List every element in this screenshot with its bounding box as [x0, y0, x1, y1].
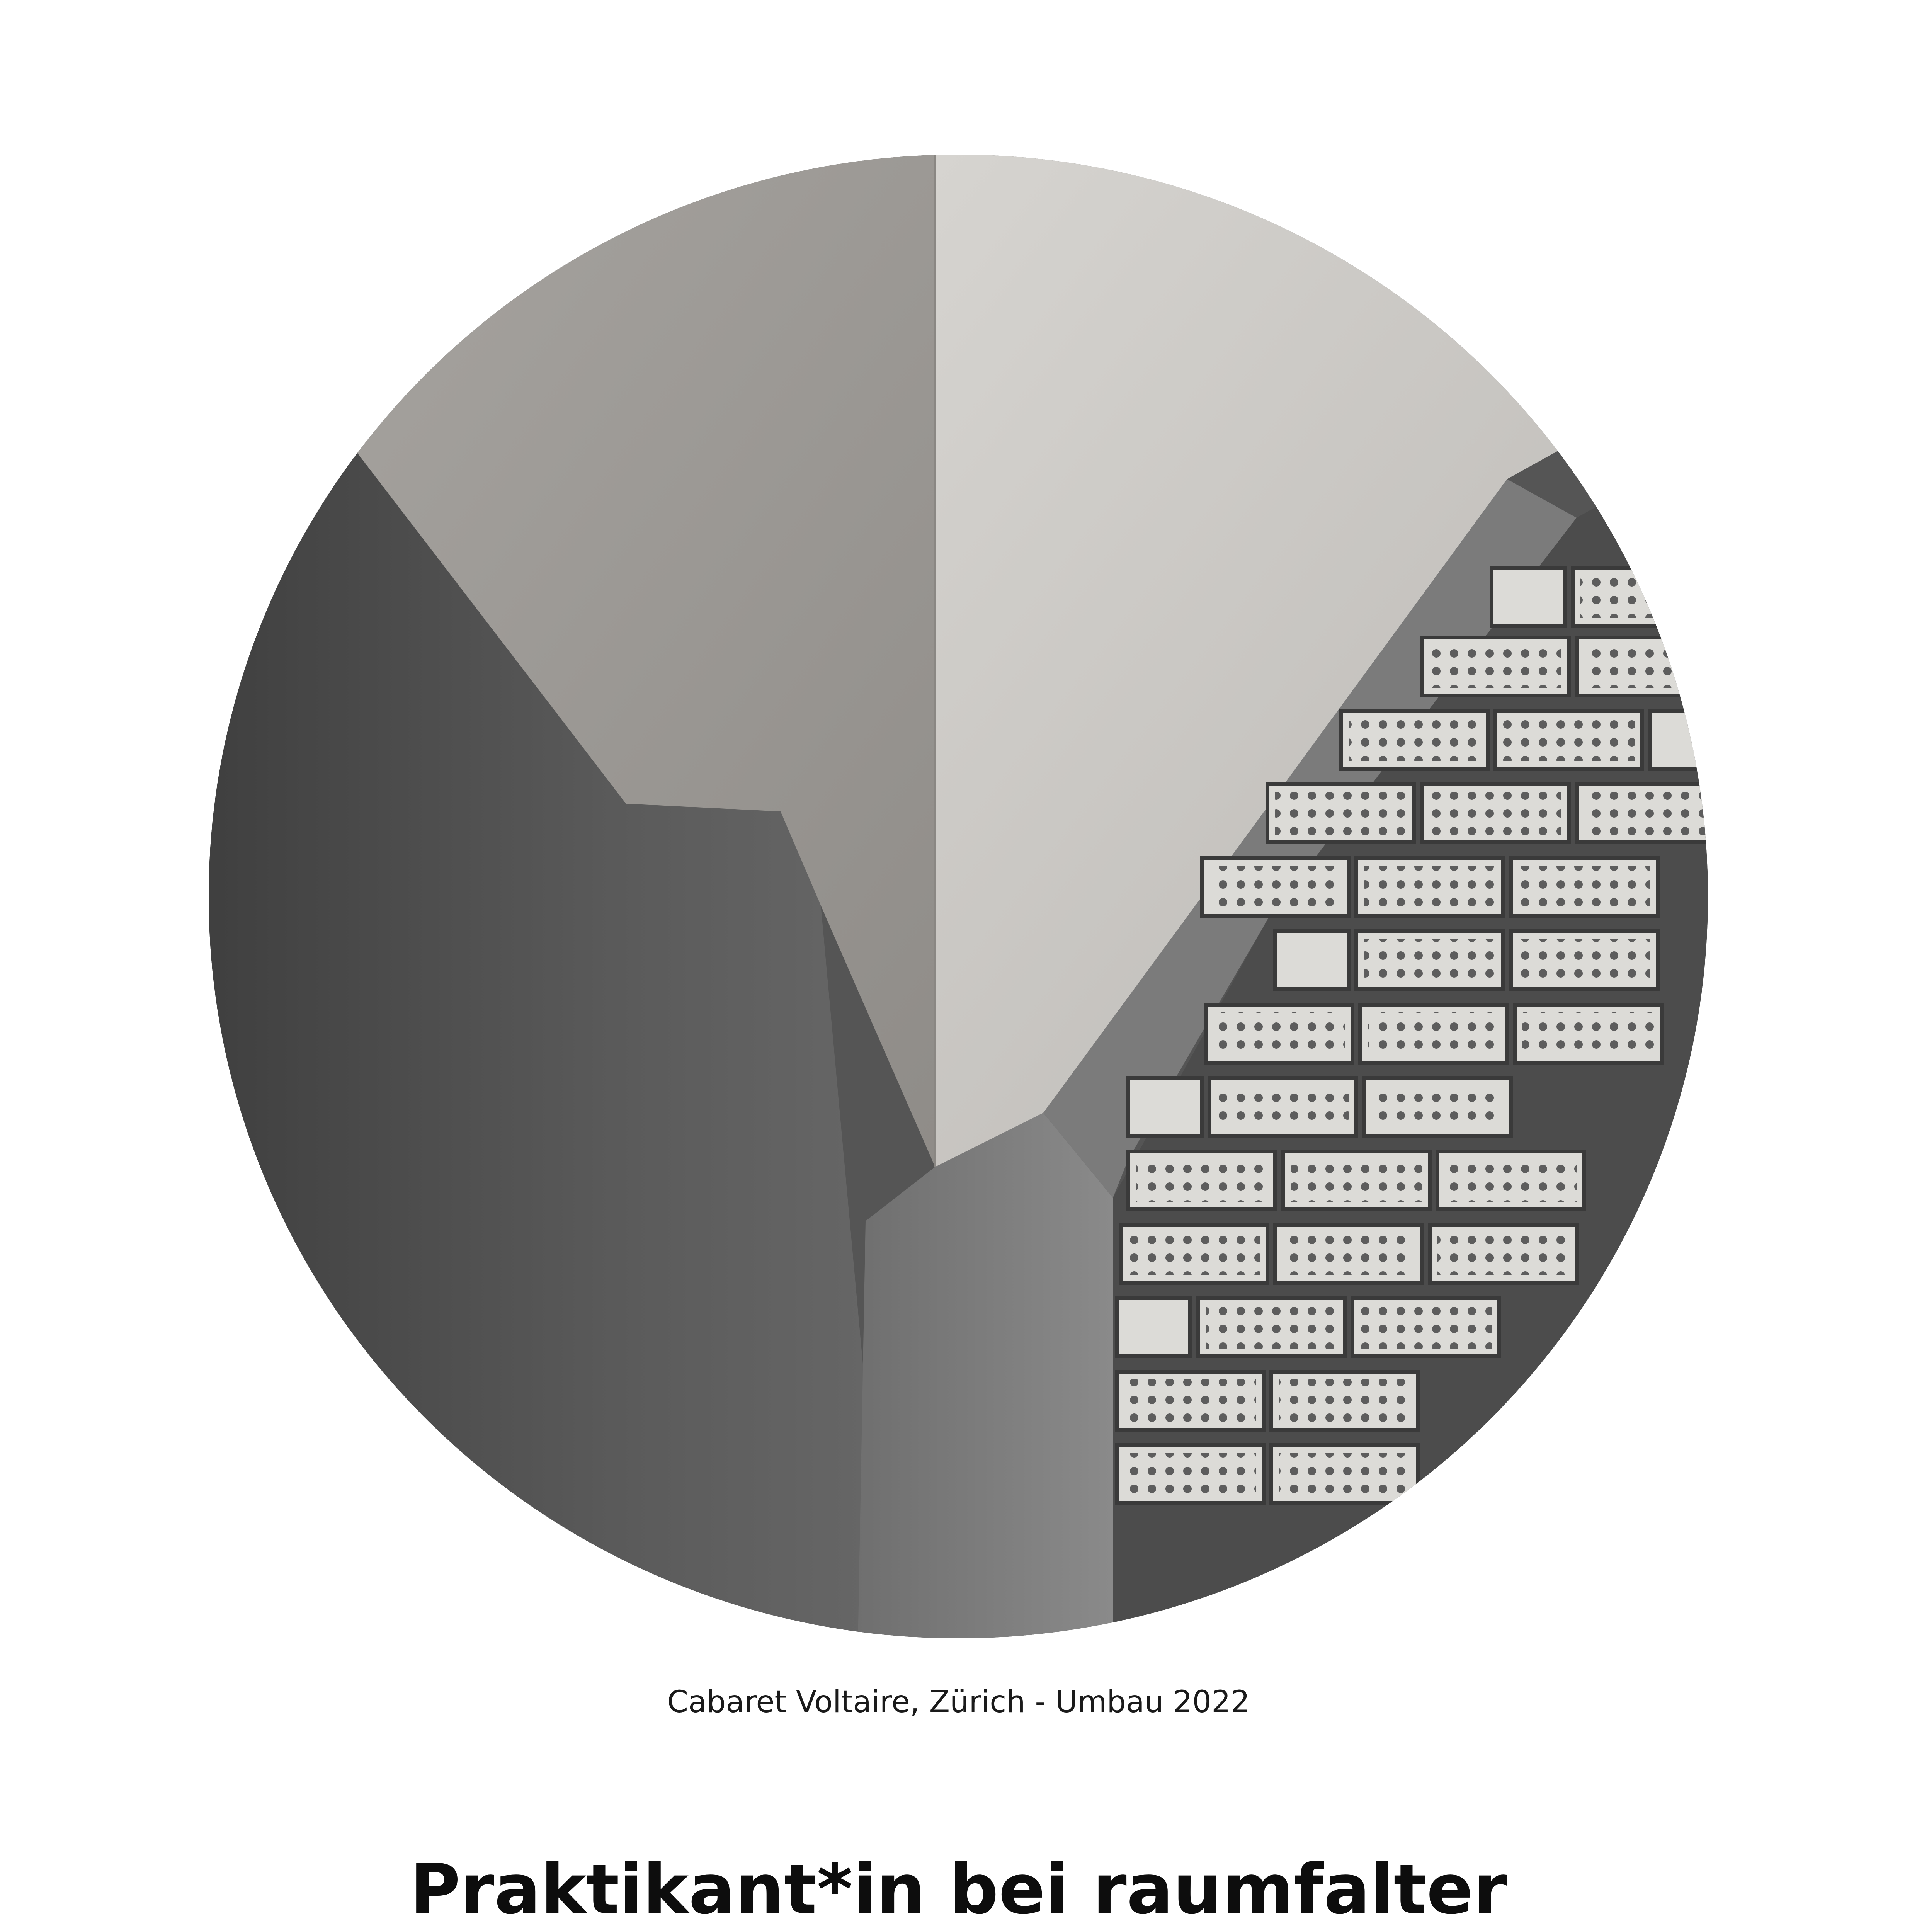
- architecture-photo-icon: [201, 147, 1716, 1646]
- page-title: Praktikant*in bei raumfalter: [410, 1849, 1507, 1929]
- photo-caption: Cabaret Voltaire, Zürich - Umbau 2022: [667, 1685, 1250, 1719]
- architecture-photo: [201, 147, 1716, 1646]
